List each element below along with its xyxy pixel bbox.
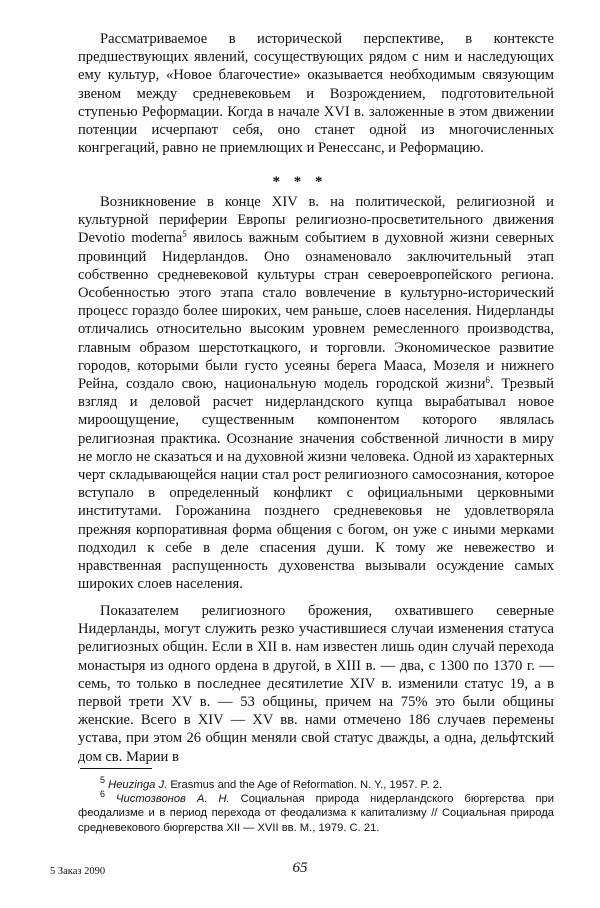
- footnote-divider: [80, 768, 152, 769]
- section-separator: * * *: [272, 174, 328, 190]
- paragraph-text-part: явилось важным событием в духовной жизни северных провинций Нидерландов. Оно ознаменовало заключительный этап собственно средневековой культуры стран североевропейского региона. Особенностью этого этапа стало вовлечение в культурно-исторический процесс гораздо более широких, чем раньше, слоев населения. Нидерланды отличались относительно высоким уровнем ремесленного производства, главным образом шерстоткацкого, и торговли. Экономическое развитие городов, которыми были густо усеяны берега Мааса, Мозеля и нижнего Рейна, создало свою, национальную модель городской жизни: [78, 230, 554, 393]
- footnote-6: [78, 789, 554, 835]
- paragraph-intro-conclusion: [78, 30, 554, 157]
- footnote-5: [78, 775, 554, 792]
- footnote-number: 5: [100, 775, 106, 785]
- footnote-text: Erasmus and the Age of Reformation. N. Y., 1957. P. 2.: [167, 779, 443, 791]
- paragraph-text: [78, 193, 554, 593]
- footnote-number: 6: [100, 789, 106, 800]
- paragraph-text: Показателем религиозного брожения, охватившего северные Нидерланды, могут служить резко участившиеся случаи изменения статуса религиозных общин. Если в XII в. нам известен лишь один случай перехода монастыря из одного ордена в другой, в XIII в. — два, с 1300 по 1370 г. — семь, то только в последнее десятилетие XIV в. изменили статус 19, а в первой трети XV в. — 53 общины, причем на 75% это были общины женские. Всего в XIV — XV вв. нами отмечено 186 случаев перемены устава, при этом 26 общин меняли свой статус дважды, а одна, дельфтский дом св. Марии в: [78, 603, 554, 765]
- paragraph-text-part: . Трезвый взгляд и деловой расчет нидерландского купца вырабатывал новое мироощущение, существенным компонентом которого являлась религиозная практика. Осознание значения собственной личности в миру не могло не сказаться и на духовной жизни человека. Одной из характерных черт складывающейся нации стал рост религиозного самосознания, которое вступало в определенный конфликт с официальными церковными институтами. Горожанина позднего средневековья не удовлетворяла прежняя корпоративная форма общения с богом, он уже с иными мерками подходил к себе в деле спасения души. К тому же невежество и нравственная распущенность духовенства вызывали осуждение самых широких слоев населения.: [78, 376, 554, 593]
- footnote-text: Социальная природа нидерландского бюргерства при феодализме и в период перехода от феодализма к капитализму // Социальная природа средневекового бюргерства XII — XVII вв. М., 1979. С. 21.: [78, 793, 554, 834]
- paragraph-text: Рассматриваемое в исторической перспективе, в контексте предшествующих явлений, сосуществующих рядом с ним и наследующих ему культур, «Новое благочестие» оказывается необходимым связующим звеном между средневековьем и Возрождением, подготовительной ступенью Реформации. Когда в начале XVI в. заложенные в этом движении потенции исчерпают себя, оно станет одной из многочисленных конгрегаций, равно не приемлющих и Ренессанс, и Реформацию.: [78, 31, 554, 157]
- printer-signature: 5 Заказ 2090: [50, 866, 106, 877]
- footnote-author: Heuzinga J.: [108, 779, 168, 791]
- paragraph-text-part: Возникновение в конце XIV в. на политической, религиозной и культурной периферии Европы религиозно-просветительного движения Devotio moderna: [78, 194, 554, 247]
- page-number: 65: [292, 860, 308, 876]
- footnote-ref-6[interactable]: 6: [485, 375, 490, 386]
- footnote-author: Чистозвонов А. Н.: [116, 793, 230, 806]
- paragraph-devotio-moderna: [78, 193, 554, 593]
- paragraph-religious-ferment: [78, 602, 554, 766]
- footnotes: [78, 775, 554, 835]
- footnote-ref-5[interactable]: 5: [182, 229, 187, 240]
